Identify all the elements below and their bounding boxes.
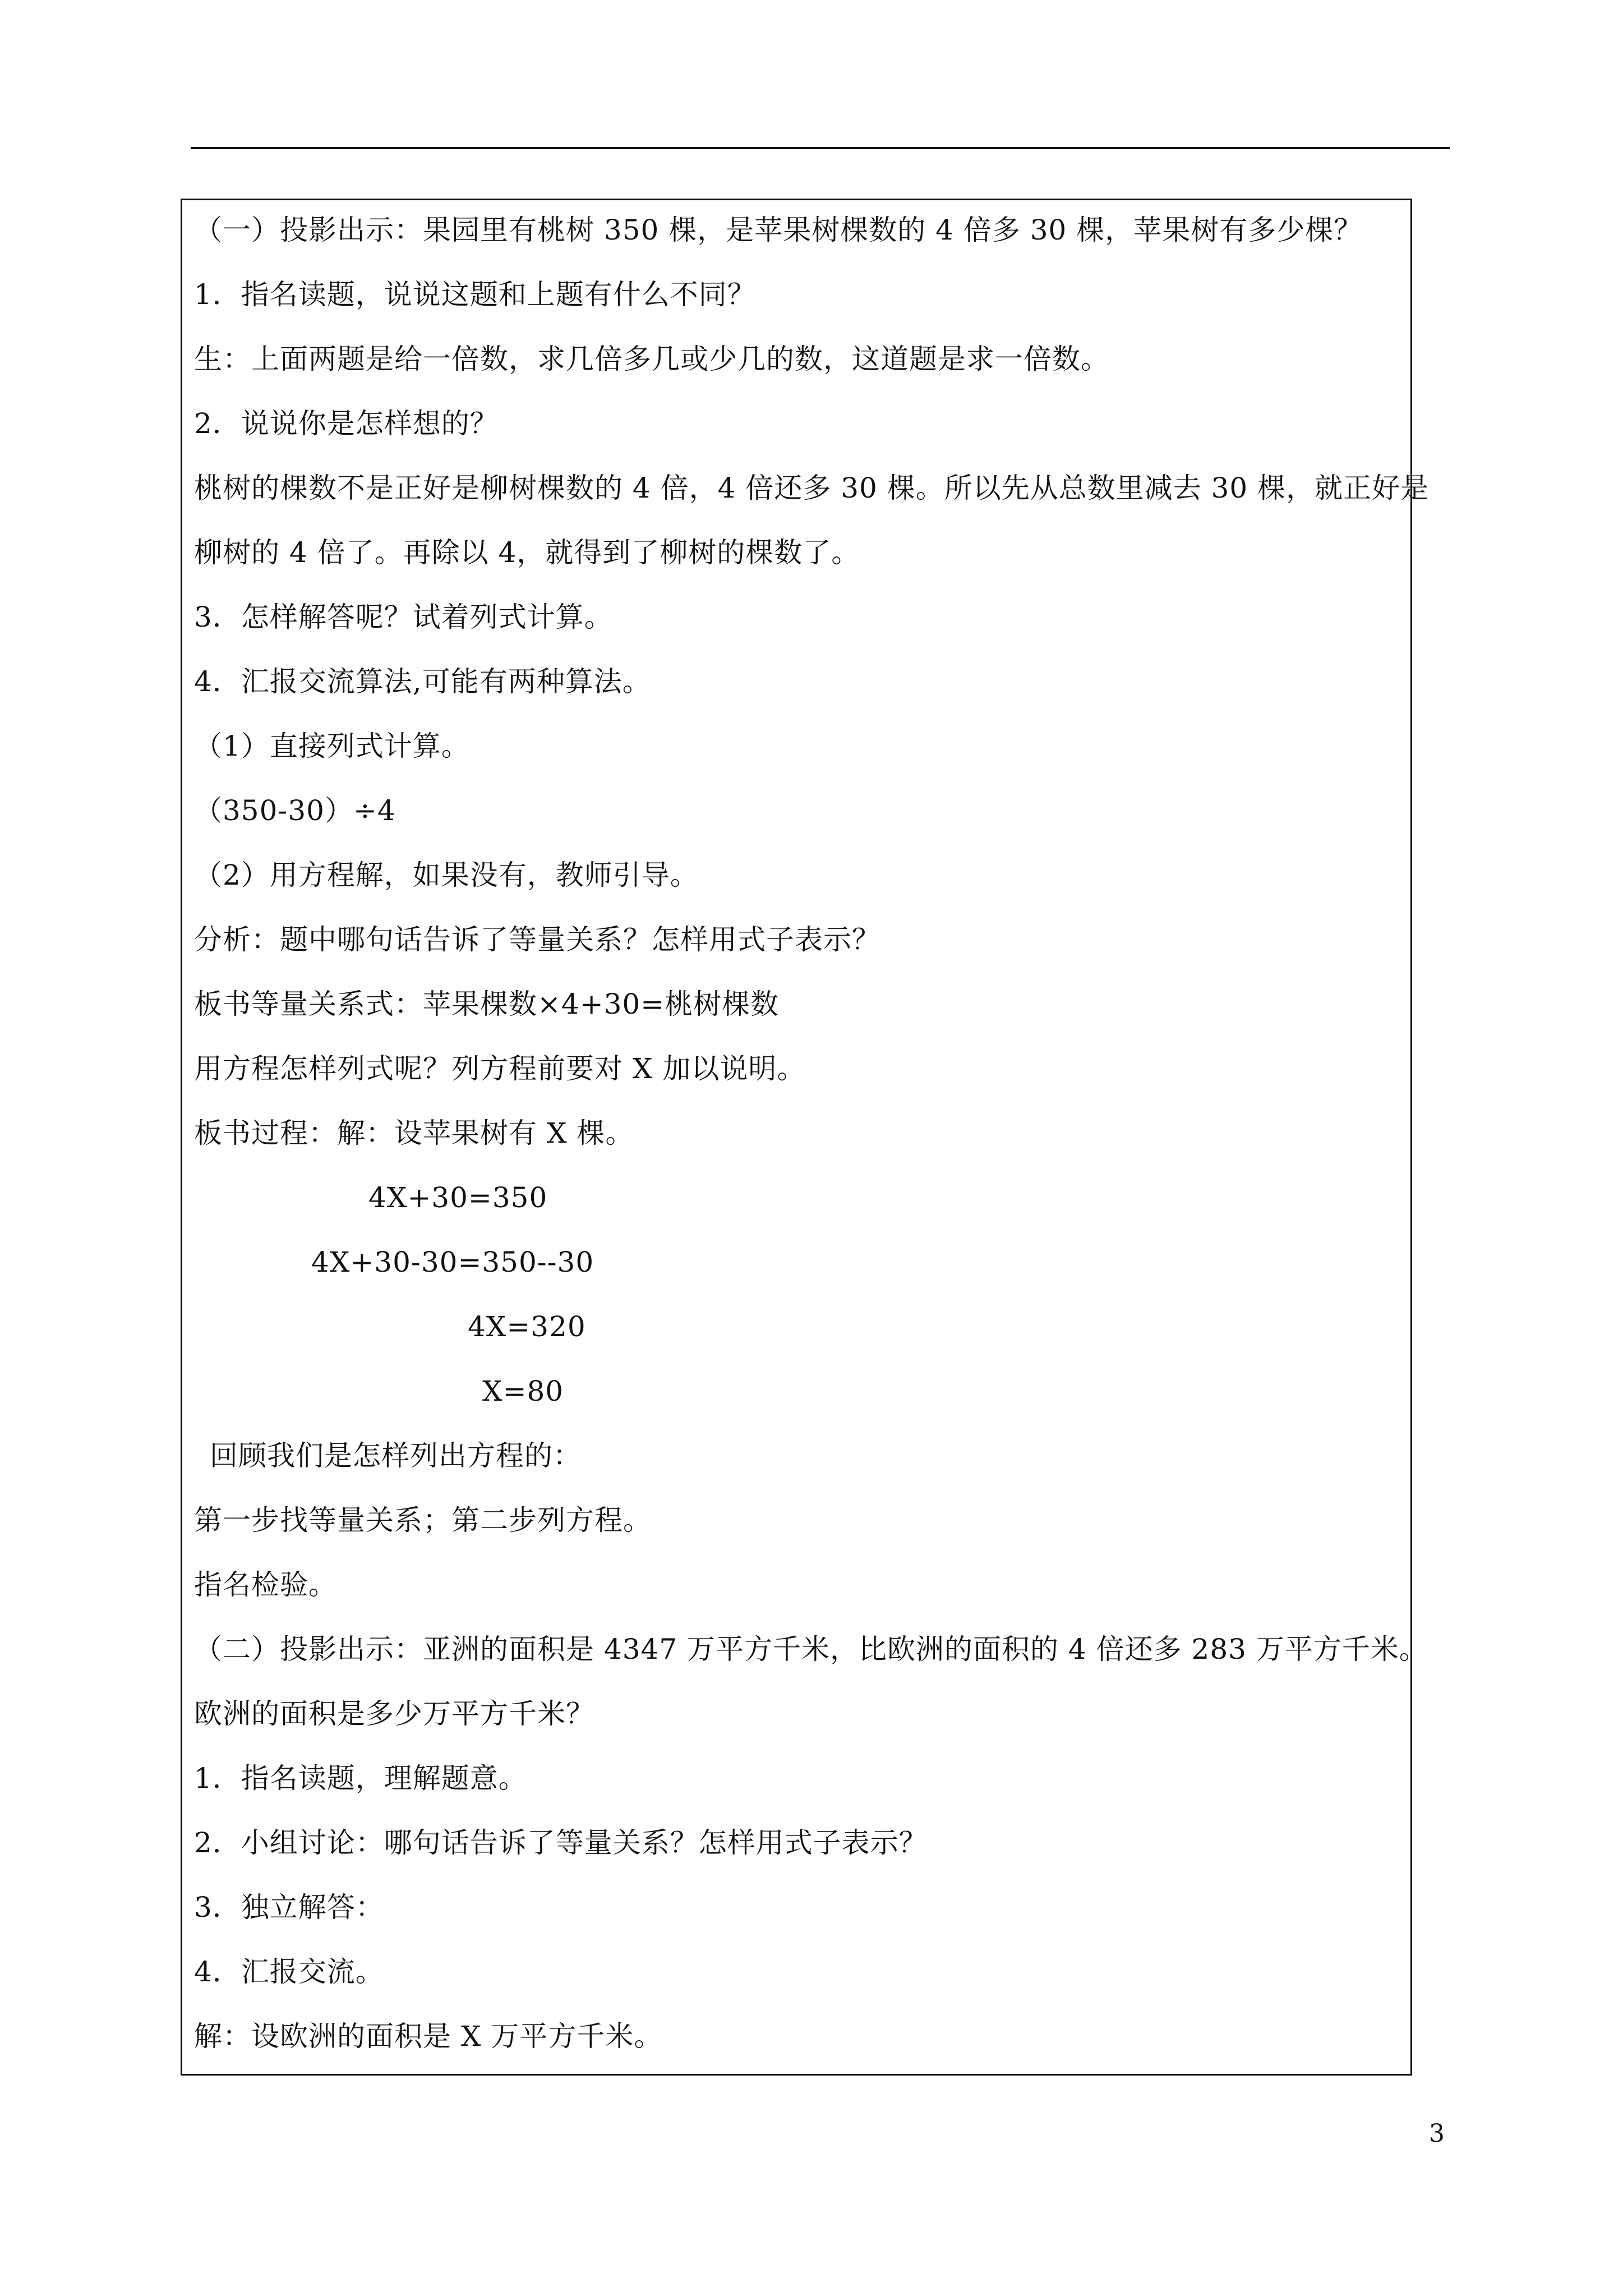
text-line-11: （2）用方程解，如果没有，教师引导。: [194, 859, 699, 891]
text-line-13: 板书等量关系式：苹果棵数×4+30=桃树棵数: [194, 988, 780, 1020]
equation-line-3: 4X=320: [468, 1310, 586, 1343]
text-line-4: 2．说说你是怎样想的？: [194, 407, 499, 440]
text-line-28: 4．汇报交流。: [194, 1955, 384, 1988]
text-line-24: 欧洲的面积是多少万平方千米？: [194, 1697, 594, 1730]
text-line-29: 解：设欧洲的面积是 X 万平方千米。: [194, 2020, 663, 2053]
text-line-20: 回顾我们是怎样列出方程的：: [210, 1439, 582, 1472]
text-line-3: 生：上面两题是给一倍数，求几倍多几或少几的数，这道题是求一倍数。: [194, 343, 1109, 375]
text-line-23: （二）投影出示：亚洲的面积是 4347 万平方千米，比欧洲的面积的 4 倍还多 283 万平方千米。: [194, 1633, 1428, 1665]
text-line-2: 1．指名读题，说说这题和上题有什么不同？: [194, 278, 756, 311]
text-line-22: 指名检验。: [194, 1568, 337, 1601]
equation-line-2: 4X+30-30=350--30: [311, 1246, 594, 1278]
text-line-6: 柳树的 4 倍了。再除以 4，就得到了柳树的棵数了。: [194, 536, 860, 569]
text-line-14: 用方程怎样列式呢？列方程前要对 X 加以说明。: [194, 1052, 806, 1085]
text-line-21: 第一步找等量关系；第二步列方程。: [194, 1504, 652, 1536]
page-number: 3: [1429, 2119, 1445, 2148]
text-line-5: 桃树的棵数不是正好是柳树棵数的 4 倍，4 倍还多 30 棵。所以先从总数里减去 30 棵，就正好是: [194, 472, 1430, 504]
text-line-26: 2．小组讨论：哪句话告诉了等量关系？怎样用式子表示？: [194, 1826, 928, 1859]
text-line-15: 板书过程：解：设苹果树有 X 棵。: [194, 1117, 634, 1149]
text-line-8: 4．汇报交流算法,可能有两种算法。: [194, 665, 651, 698]
equation-line-4: X=80: [482, 1375, 564, 1407]
text-line-1: （一）投影出示：果园里有桃树 350 棵，是苹果树棵数的 4 倍多 30 棵，苹果树有多少棵？: [194, 214, 1363, 246]
text-line-25: 1．指名读题，理解题意。: [194, 1762, 527, 1795]
text-line-27: 3．独立解答：: [194, 1891, 384, 1924]
text-line-12: 分析：题中哪句话告诉了等量关系？怎样用式子表示？: [194, 923, 880, 956]
text-line-7: 3．怎样解答呢？试着列式计算。: [194, 601, 613, 633]
header-rule: [191, 147, 1450, 149]
equation-line-1: 4X+30=350: [368, 1181, 548, 1214]
text-line-10: （350-30）÷4: [194, 794, 396, 827]
text-line-9: （1）直接列式计算。: [194, 730, 470, 762]
